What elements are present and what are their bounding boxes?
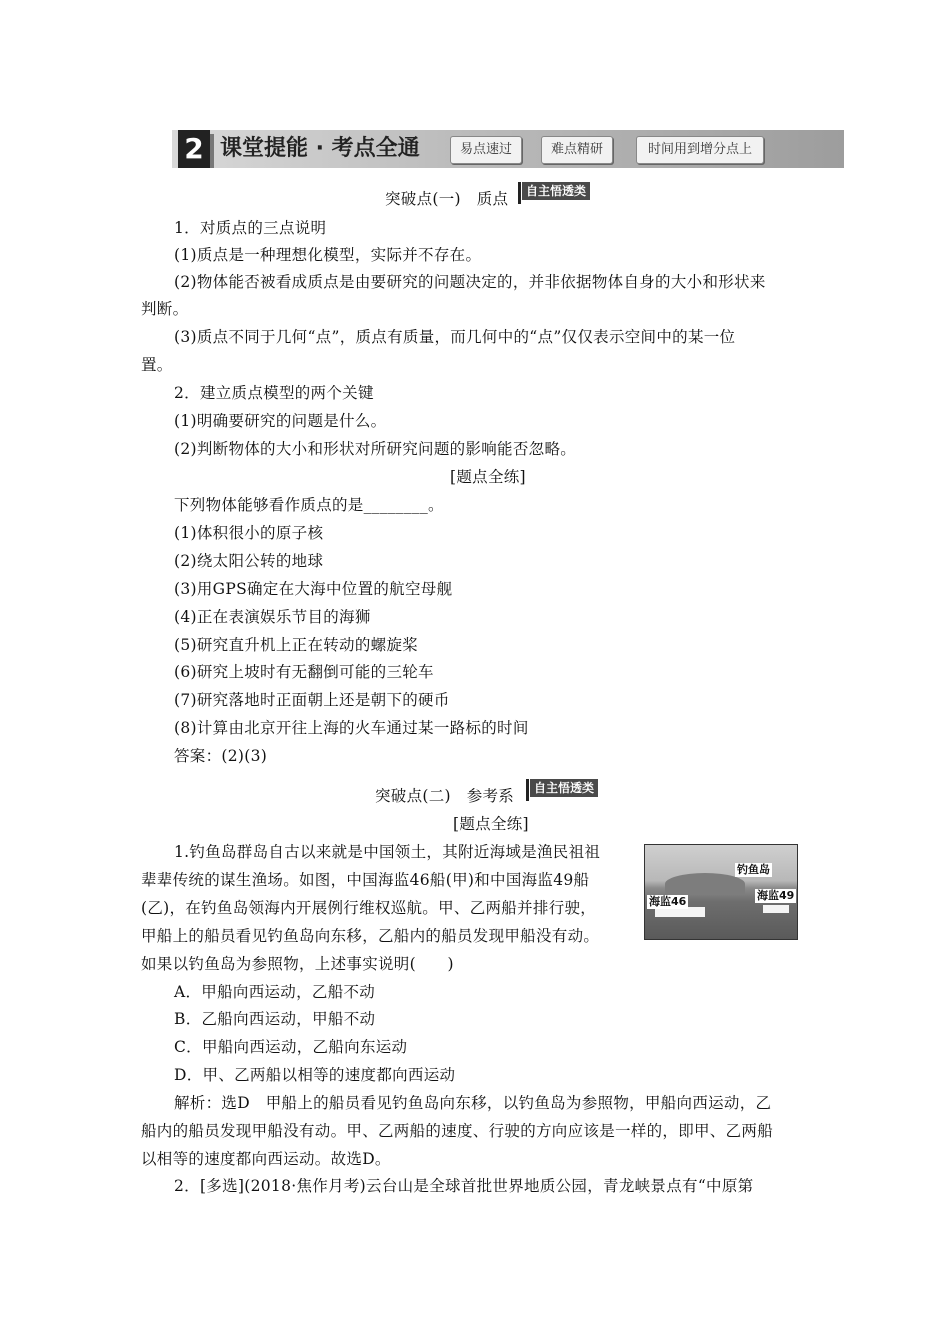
option-6: (6)研究上坡时有无翻倒可能的三轮车 (174, 663, 434, 681)
s1-line-3: 判断。 (141, 300, 189, 318)
option-2: (2)绕太阳公转的地球 (174, 552, 324, 570)
section1-question: 下列物体能够看作质点的是________。 (174, 496, 444, 514)
section2-heading: 突破点(二) 参考系 (375, 787, 515, 805)
photo-label-island: 钓鱼岛 (737, 863, 770, 876)
q1-line-3: 甲船上的船员看见钓鱼岛向东移，乙船内的船员发现甲船没有动。 (141, 927, 600, 945)
section1-badge-bar (518, 182, 521, 204)
banner-number: 2 (178, 130, 210, 168)
section1-heading: 突破点(一) 质点 (385, 190, 509, 208)
tag-easy-points: 易点速过 (450, 136, 522, 164)
tag-score-points: 时间用到增分点上 (636, 136, 764, 164)
option-3: (3)用GPS确定在大海中位置的航空母舰 (174, 580, 453, 598)
s1-line-1: (1)质点是一种理想化模型，实际并不存在。 (174, 246, 482, 264)
ship-49-shape (763, 905, 789, 913)
option-4: (4)正在表演娱乐节目的海狮 (174, 608, 371, 626)
option-7: (7)研究落地时正面朝上还是朝下的硬币 (174, 691, 450, 709)
q1-line-1: 辈辈传统的谋生渔场。如图，中国海监46船(甲)和中国海监49船 (141, 871, 590, 889)
s1-line-7: (1)明确要研究的问题是什么。 (174, 412, 387, 430)
banner-title: 课堂提能 · 考点全通 (220, 136, 420, 161)
q1-line-4: 如果以钓鱼岛为参照物，上述事实说明( ) (141, 955, 454, 973)
s1-line-5: 置。 (141, 356, 173, 374)
photo-label-ship-a: 海监46 (649, 895, 687, 908)
section2-practice-label: [题点全练] (453, 815, 529, 833)
analysis-line-2: 以相等的速度都向西运动。故选D。 (141, 1150, 391, 1168)
section2-badge-bar (526, 779, 529, 801)
section1-practice-label: [题点全练] (450, 468, 526, 486)
section2-badge: 自主悟透类 (530, 779, 598, 797)
choice-b: B．乙船向西运动，甲船不动 (174, 1010, 376, 1028)
choice-c: C．甲船向西运动，乙船向东运动 (174, 1038, 408, 1056)
s1-line-2: (2)物体能否被看成质点是由要研究的问题决定的，并非依据物体自身的大小和形状来 (174, 273, 766, 291)
option-5: (5)研究直升机上正在转动的螺旋桨 (174, 636, 419, 654)
option-1: (1)体积很小的原子核 (174, 524, 324, 542)
choice-a: A．甲船向西运动，乙船不动 (174, 983, 376, 1001)
analysis-line-1: 船内的船员发现甲船没有动。甲、乙两船的速度、行驶的方向应该是一样的，即甲、乙两船 (141, 1122, 774, 1140)
diaoyu-island-photo (644, 844, 798, 940)
q1-line-0: 1.钓鱼岛群岛自古以来就是中国领土，其附近海域是渔民祖祖 (174, 843, 601, 861)
analysis-line-0: 解析：选D 甲船上的船员看见钓鱼岛向东移，以钓鱼岛为参照物，甲船向西运动，乙 (174, 1094, 772, 1112)
s1-line-6: 2．建立质点模型的两个关键 (174, 384, 374, 402)
section1-badge: 自主悟透类 (522, 182, 590, 200)
section1-answer: 答案：(2)(3) (174, 747, 268, 765)
s1-line-4: (3)质点不同于几何“点”，质点有质量，而几何中的“点”仅仅表示空间中的某一位 (174, 328, 736, 346)
s1-line-0: 1．对质点的三点说明 (174, 219, 327, 237)
option-8: (8)计算由北京开往上海的火车通过某一路标的时间 (174, 719, 529, 737)
question-2-line: 2．[多选](2018·焦作月考)云台山是全球首批世界地质公园，青龙峡景点有“中原第 (174, 1177, 754, 1195)
s1-line-8: (2)判断物体的大小和形状对所研究问题的影响能否忽略。 (174, 440, 577, 458)
photo-label-ship-b: 海监49 (757, 889, 795, 902)
tag-hard-points: 难点精研 (541, 136, 613, 164)
choice-d: D．甲、乙两船以相等的速度都向西运动 (174, 1066, 456, 1084)
island-shape (665, 873, 745, 895)
q1-line-2: (乙)，在钓鱼岛领海内开展例行维权巡航。甲、乙两船并排行驶， (141, 899, 597, 917)
